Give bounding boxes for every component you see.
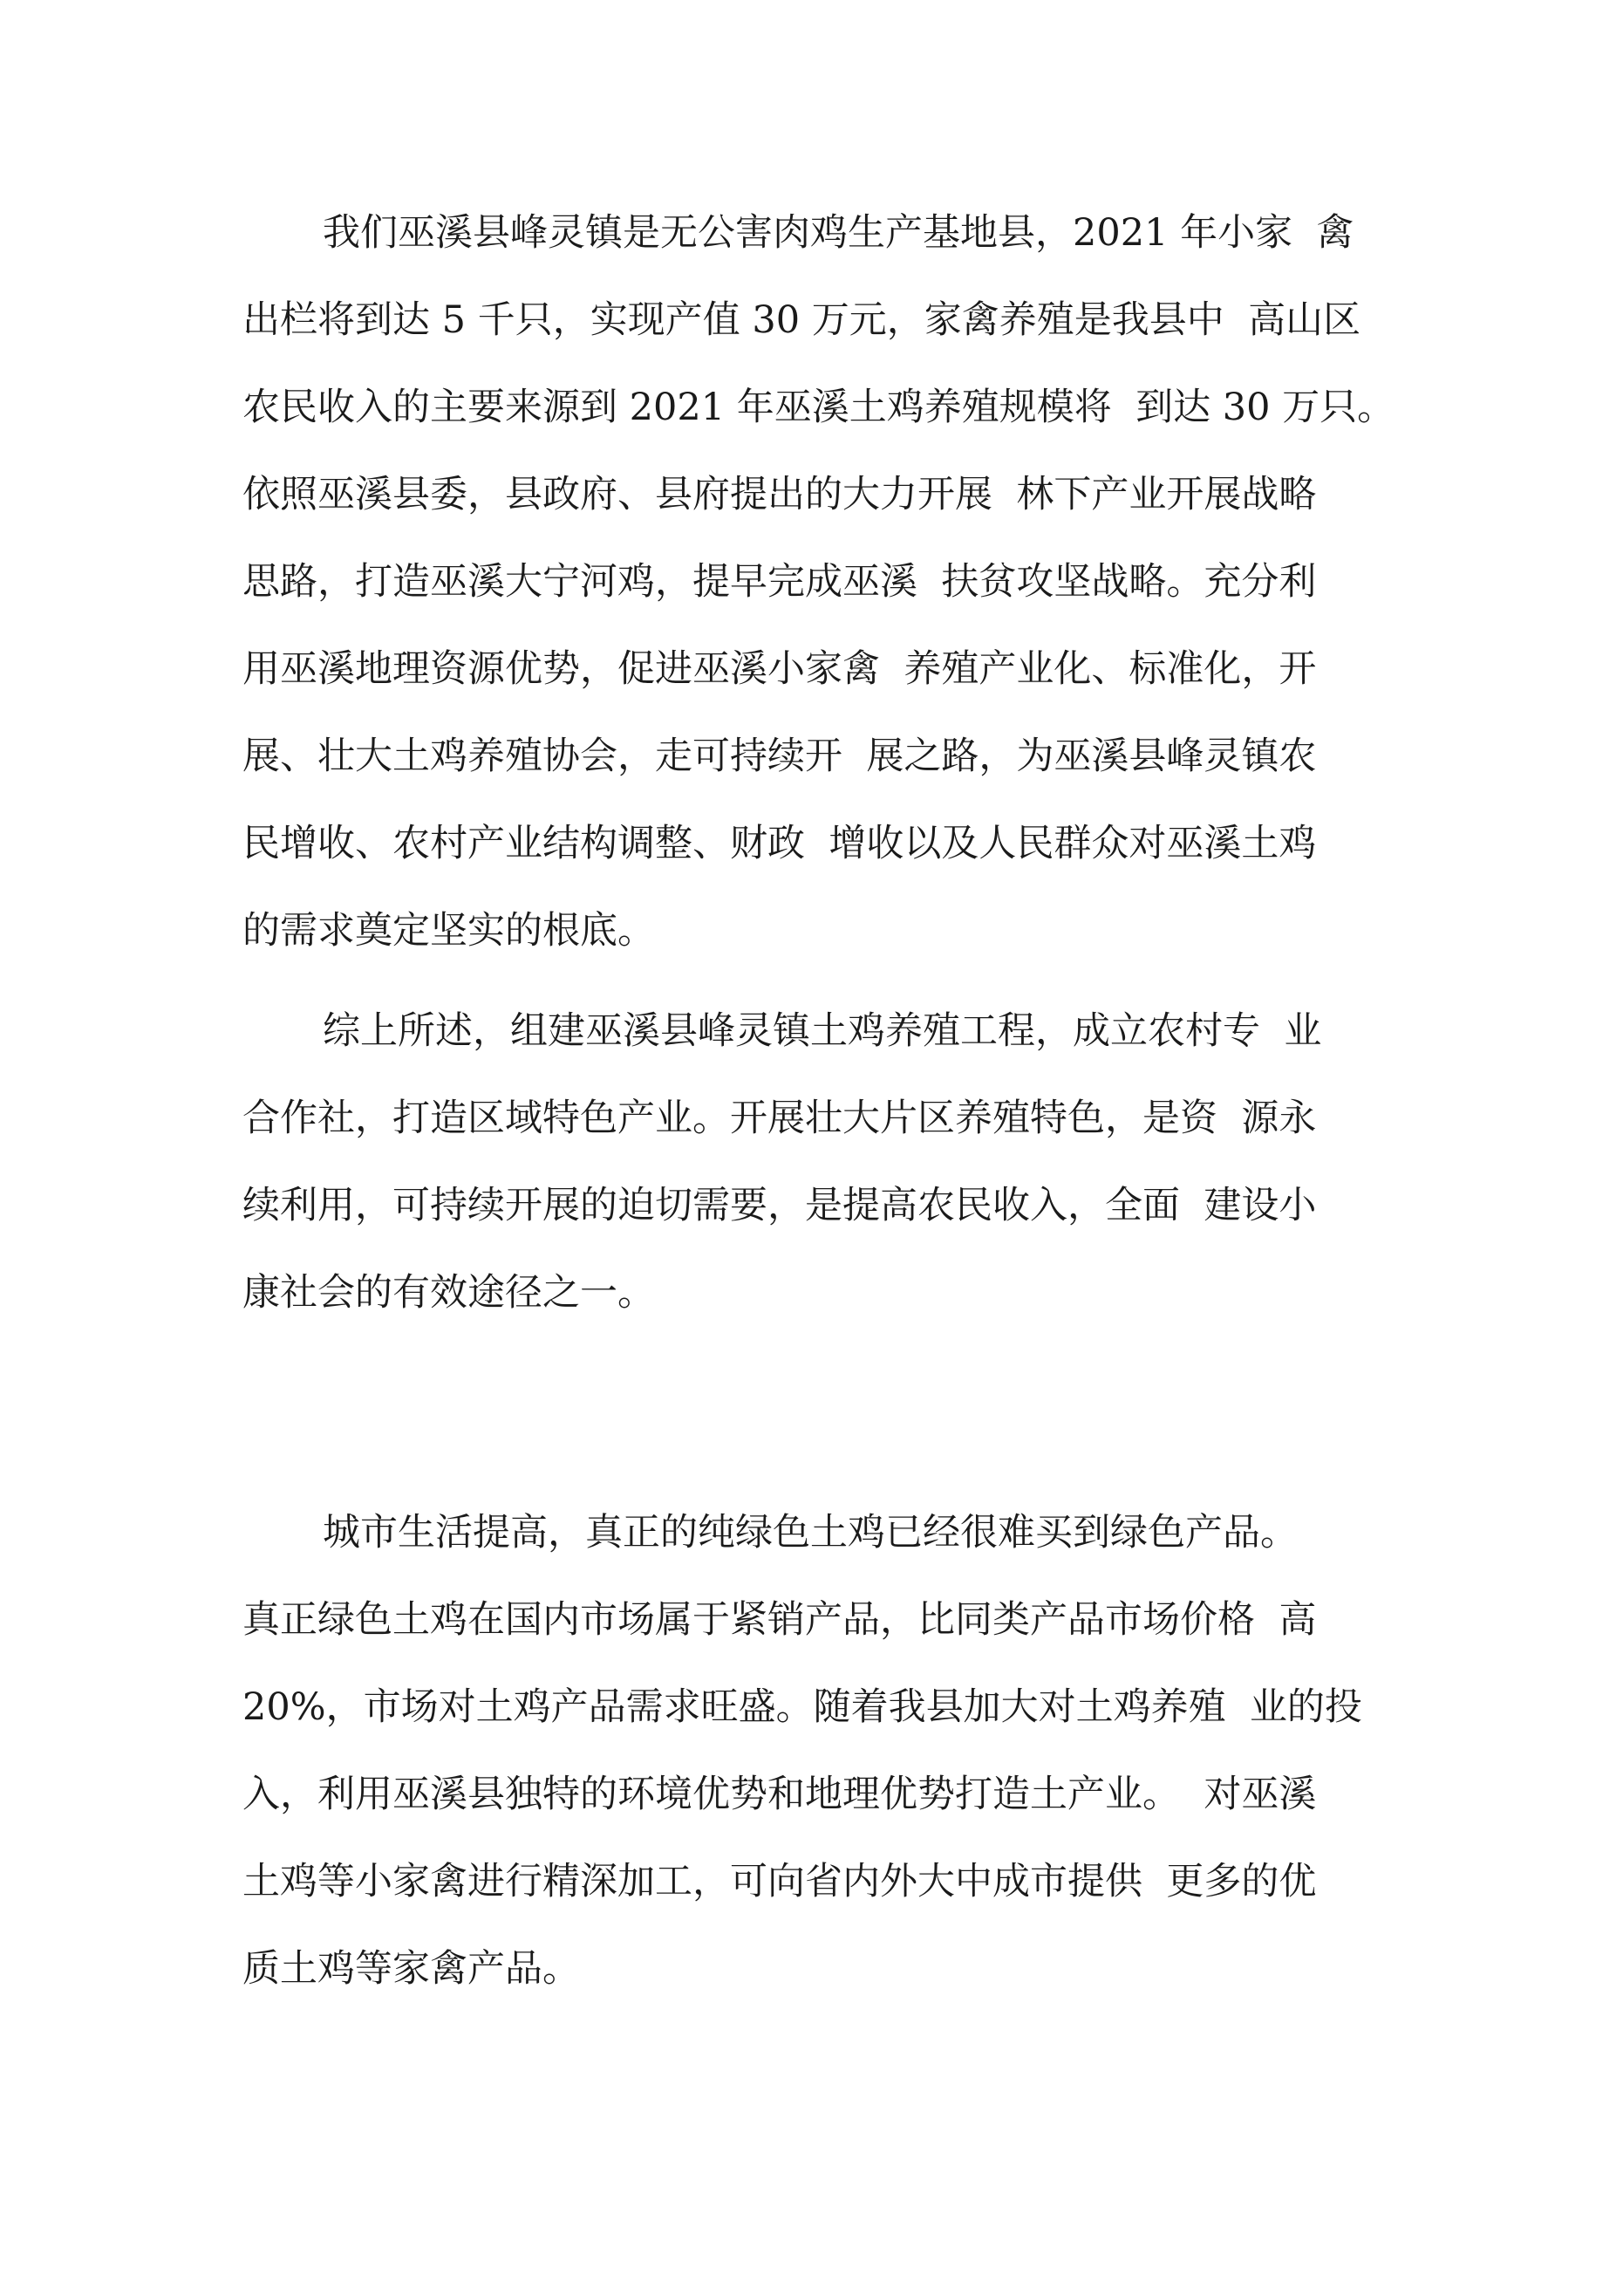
paragraph-line: 民增收、农村产业结构调整、财政 增收以及人民群众对巫溪土鸡 (242, 822, 1317, 865)
paragraph-line: 质土鸡等家禽产品。 (242, 1947, 580, 1991)
paragraph-line: 合作社，打造区域特色产业。开展壮大片区养殖特色，是资 源永 (242, 1097, 1317, 1140)
paragraph-line: 的需求奠定坚实的根底。 (242, 909, 655, 953)
paragraph-line: 土鸡等小家禽进行精深加工，可向省内外大中成市提供 更多的优 (242, 1860, 1317, 1903)
paragraph-line: 城市生活提高，真正的纯绿色土鸡已经很难买到绿色产品。 (323, 1511, 1298, 1555)
paragraph-line: 综上所述，组建巫溪县峰灵镇土鸡养殖工程，成立农村专 业 (323, 1009, 1322, 1053)
paragraph-line: 我们巫溪县峰灵镇是无公害肉鸡生产基地县，2021 年小家 禽 (323, 211, 1354, 255)
paragraph-line: 农民收入的主要来源到 2021 年巫溪土鸡养殖规模将 到达 30 万只。 (242, 386, 1395, 429)
paragraph-line: 真正绿色土鸡在国内市场属于紧销产品，比同类产品市场价格 高 (242, 1598, 1317, 1642)
paragraph-line: 用巫溪地理资源优势，促进巫溪小家禽 养殖产业化、标准化，开 (242, 647, 1317, 691)
paragraph-line: 续利用，可持续开展的迫切需要，是提高农民收入，全面 建设小 (242, 1184, 1317, 1227)
paragraph-line: 康社会的有效途径之一。 (242, 1271, 655, 1315)
paragraph-line: 出栏将到达 5 千只，实现产值 30 万元，家禽养殖是我县中 高山区 (242, 298, 1361, 342)
paragraph-line: 20%，市场对土鸡产品需求旺盛。随着我县加大对土鸡养殖 业的投 (242, 1685, 1362, 1729)
paragraph-line: 展、壮大土鸡养殖协会，走可持续开 展之路，为巫溪县峰灵镇农 (242, 735, 1317, 778)
paragraph-line: 入，利用巫溪县独特的环境优势和地理优势打造土产业。 对巫溪 (242, 1773, 1317, 1816)
paragraph-line: 思路，打造巫溪大宁河鸡，提早完成巫溪 扶贫攻坚战略。充分利 (242, 560, 1317, 604)
paragraph-line: 依照巫溪县委，县政府、县府提出的大力开展 林下产业开展战略 (242, 473, 1317, 516)
